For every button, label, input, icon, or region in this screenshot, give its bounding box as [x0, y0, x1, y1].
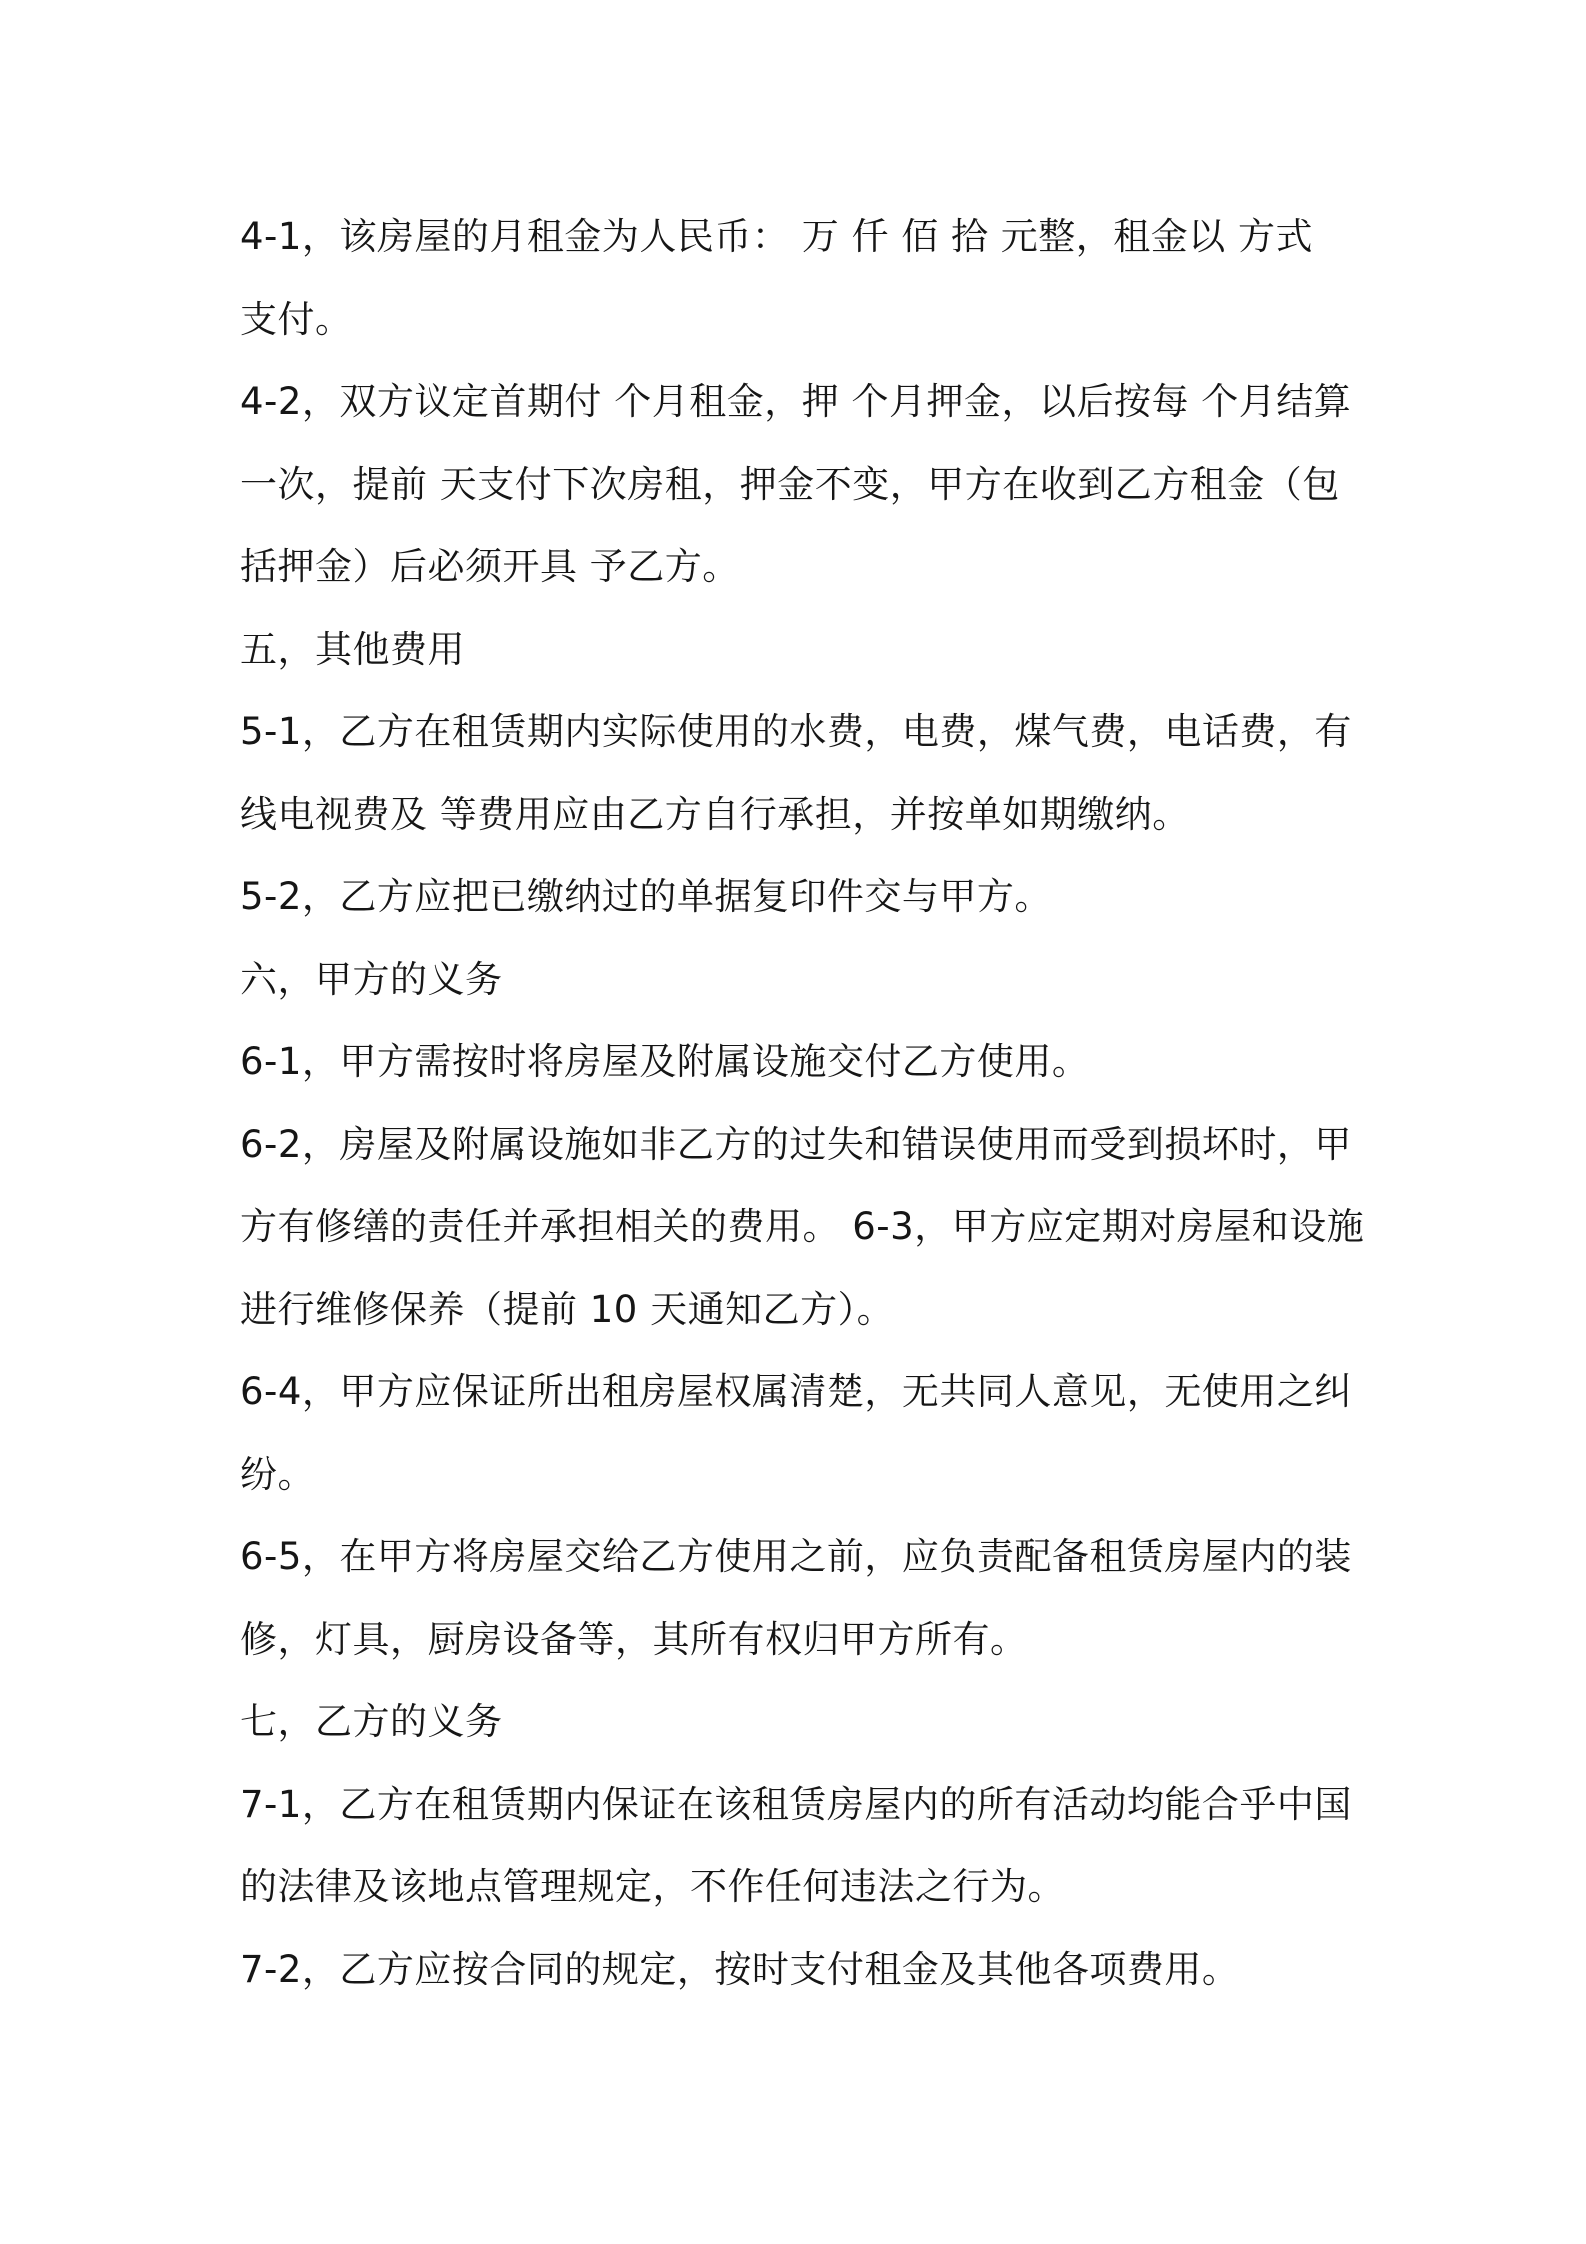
text-line-6-2: 6-2，房屋及附属设施如非乙方的过失和错误使用而受到损坏时，甲 — [240, 1122, 1352, 1166]
text-line-7-1: 7-1，乙方在租赁期内保证在该租赁房屋内的所有活动均能合乎中国 — [240, 1782, 1352, 1826]
text-line-6-2-cont: 方有修缮的责任并承担相关的费用。 6-3，甲方应定期对房屋和设施 — [240, 1205, 1365, 1248]
text-line-5-1: 5-1，乙方在租赁期内实际使用的水费，电费，煤气费，电话费，有 — [240, 710, 1352, 753]
text-line-4-2-end: 括押金）后必须开具 予乙方。 — [240, 545, 740, 588]
text-line-4-2: 4-2，双方议定首期付 个月租金，押 个月押金，以后按每 个月结算 — [240, 380, 1352, 423]
text-line-6-3-cont: 进行维修保养（提前 10 天通知乙方）。 — [240, 1287, 895, 1331]
text-line-4-1: 4-1，该房屋的月租金为人民币： 万 仟 佰 拾 元整，租金以 方式 — [240, 215, 1313, 258]
text-line-7-1-cont: 的法律及该地点管理规定，不作任何违法之行为。 — [240, 1865, 1065, 1908]
text-line-4-2-cont: 一次，提前 天支付下次房租，押金不变，甲方在收到乙方租金（包 — [240, 462, 1340, 506]
text-line-6-5: 6-5，在甲方将房屋交给乙方使用之前，应负责配备租赁房屋内的装 — [240, 1535, 1352, 1578]
text-line-5-2: 5-2，乙方应把已缴纳过的单据复印件交与甲方。 — [240, 875, 1052, 918]
section-heading-party-a-duties: 六，甲方的义务 — [240, 957, 503, 1001]
document-body — [240, 196, 1365, 2011]
text-line-6-5-cont: 修，灯具，厨房设备等，其所有权归甲方所有。 — [240, 1617, 1028, 1661]
text-line-6-1: 6-1，甲方需按时将房屋及附属设施交付乙方使用。 — [240, 1040, 1090, 1083]
text-line-6-4-end: 纷。 — [240, 1452, 315, 1496]
text-line-6-4: 6-4，甲方应保证所出租房屋权属清楚，无共同人意见，无使用之纠 — [240, 1370, 1352, 1413]
section-heading-party-b-duties: 七，乙方的义务 — [240, 1700, 503, 1743]
text-line-5-1-cont: 线电视费及 等费用应由乙方自行承担，并按单如期缴纳。 — [240, 792, 1190, 836]
section-heading-other-fees: 五，其他费用 — [240, 627, 465, 671]
text-line-4-1-cont: 支付。 — [240, 297, 353, 341]
text-line-7-2: 7-2，乙方应按合同的规定，按时支付租金及其他各项费用。 — [240, 1947, 1240, 1991]
